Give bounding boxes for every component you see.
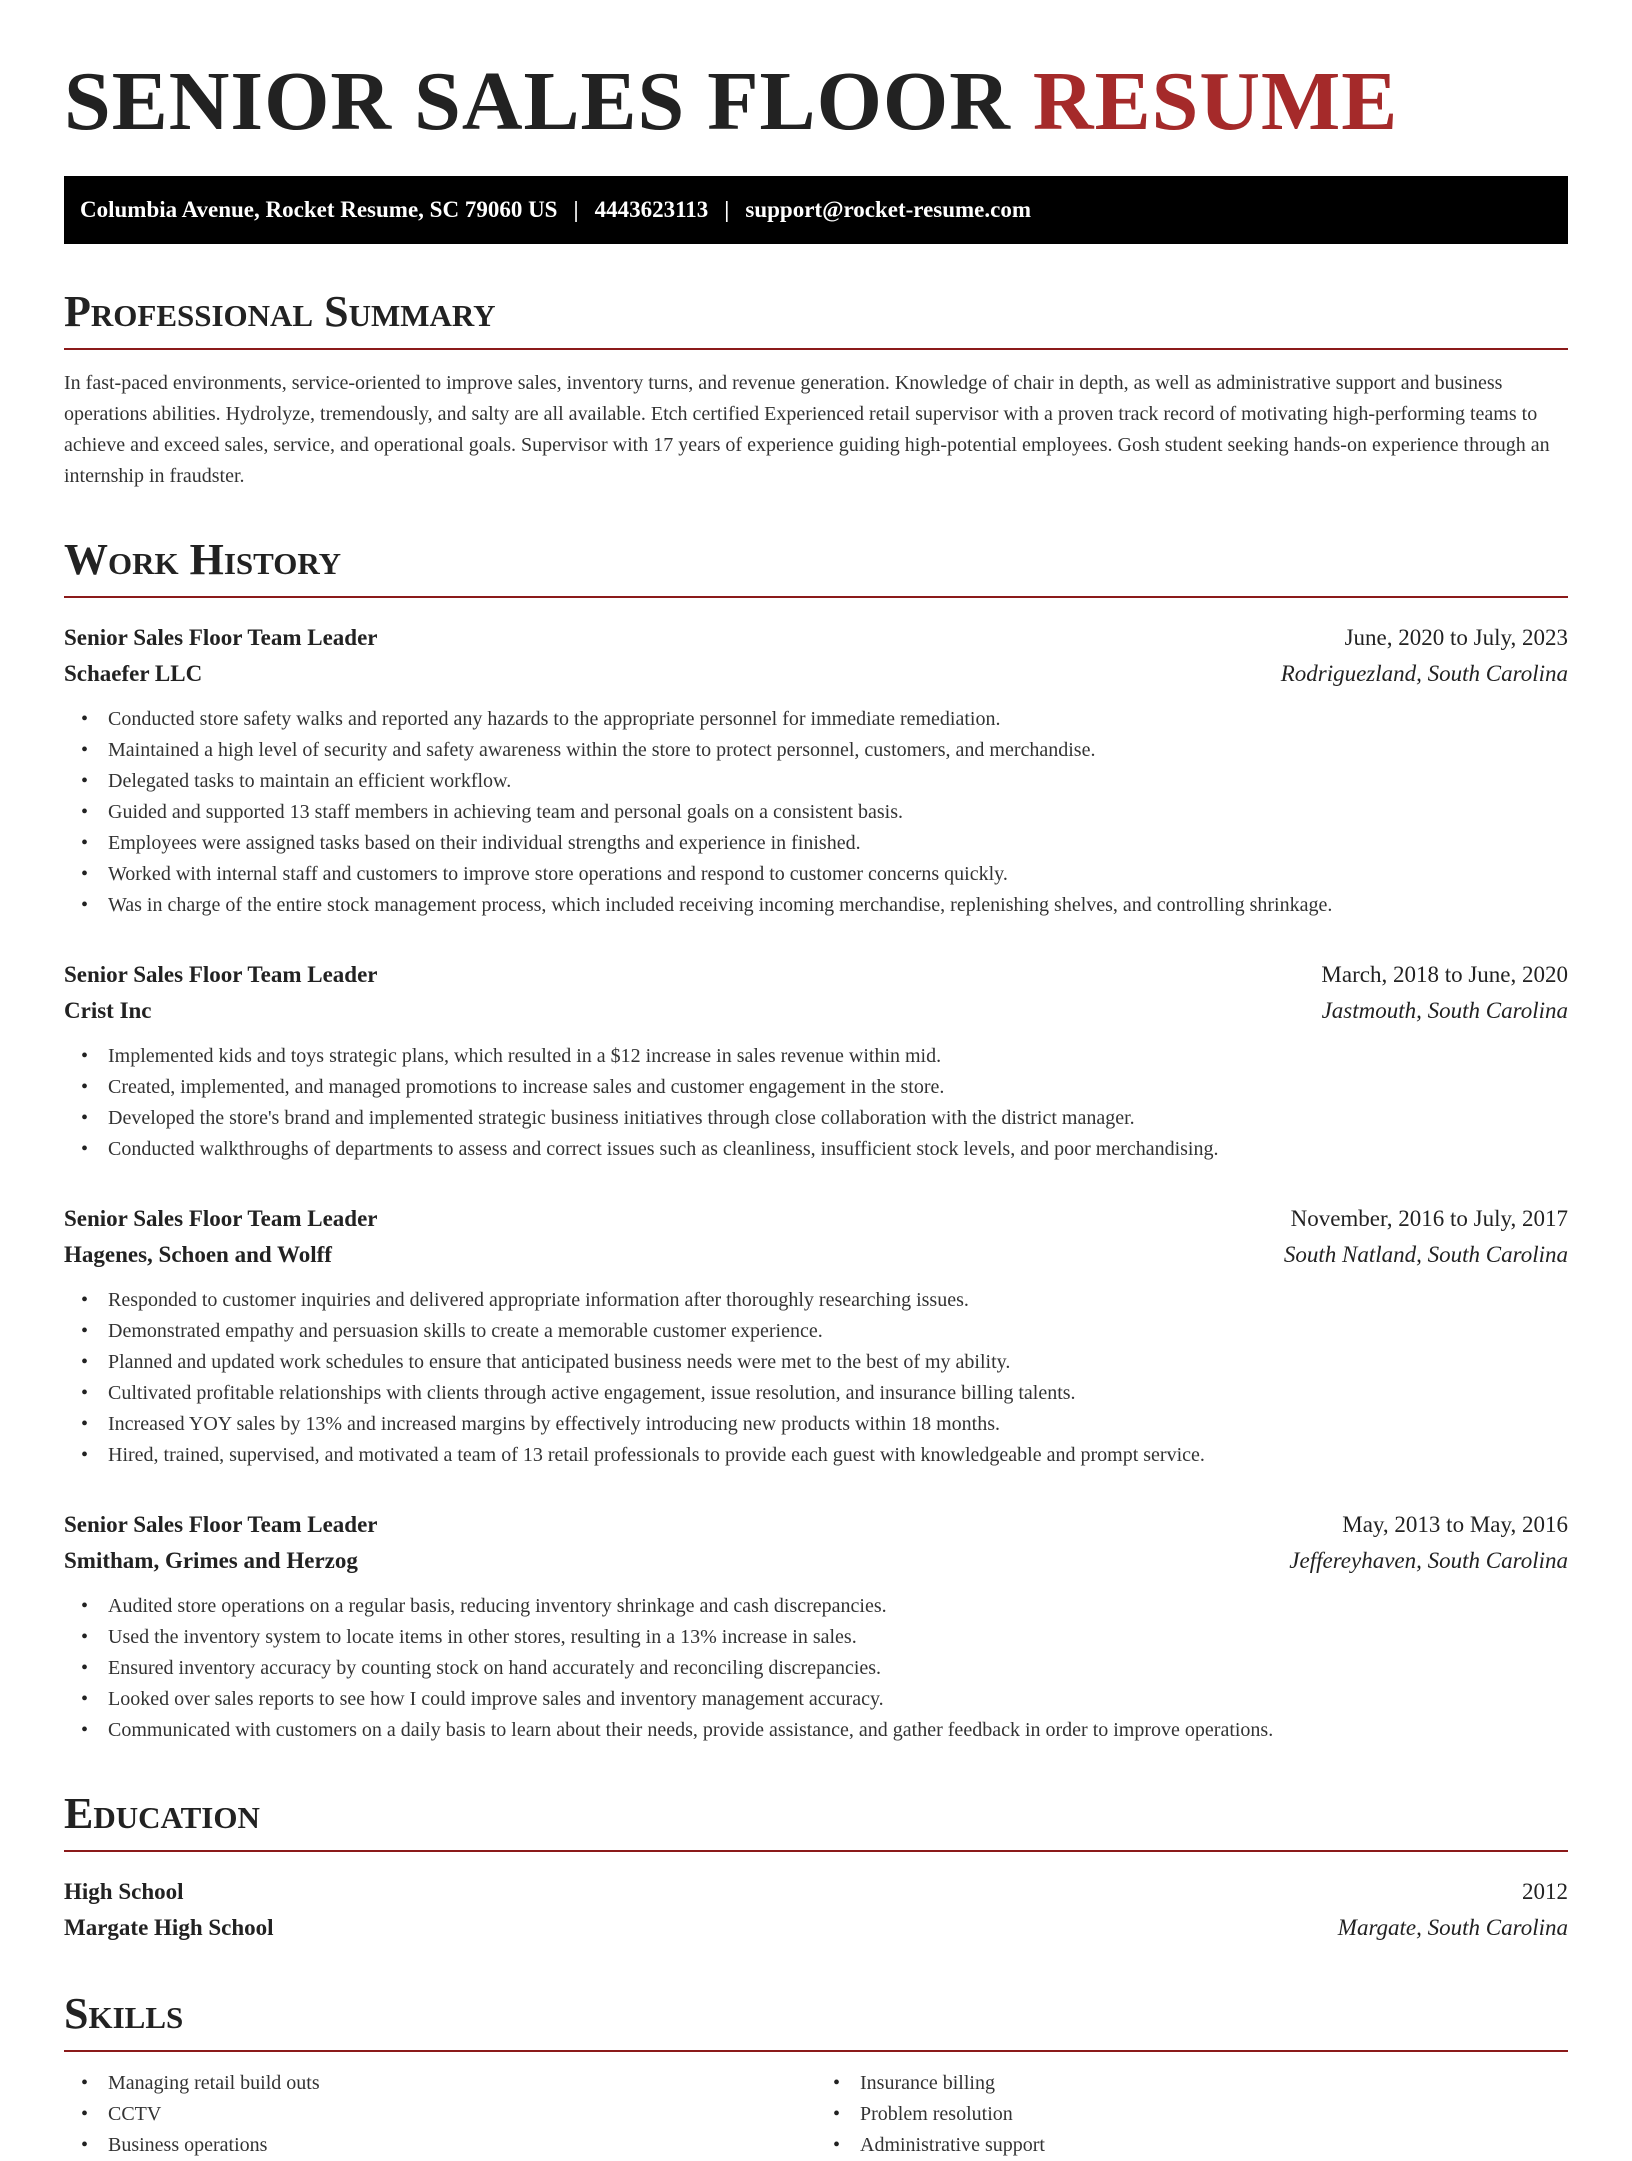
education-year: 2012	[1522, 1879, 1568, 1904]
skill-item: • Managing retail build outs	[64, 2068, 816, 2099]
job-bullet-item: • Developed the store's brand and implemented strategic business initiatives through close collaboration with the district manager.	[64, 1103, 1568, 1134]
job-location: Jeffereyhaven, South Carolina	[1289, 1548, 1568, 1573]
job-entry	[64, 1201, 1568, 1471]
contact-separator: |	[573, 197, 579, 222]
job-bullet-item: • Demonstrated empathy and persuasion skills to create a memorable customer experience.	[64, 1316, 1568, 1347]
skills-column-right	[816, 2068, 1568, 2161]
job-dates: March, 2018 to June, 2020	[1321, 962, 1568, 987]
contact-separator: |	[724, 197, 730, 222]
jobs-list	[64, 620, 1568, 1746]
education-entry	[64, 1874, 1568, 1946]
skill-item: • Problem resolution	[816, 2099, 1568, 2130]
education-location: Margate, South Carolina	[1337, 1915, 1568, 1940]
job-bullets	[64, 1041, 1568, 1165]
job-title: Senior Sales Floor Team Leader	[64, 1206, 378, 1231]
job-bullet-item: • Implemented kids and toys strategic plans, which resulted in a $12 increase in sales revenue within mid.	[64, 1041, 1568, 1072]
contact-phone: 4443623113	[594, 197, 709, 222]
education-section	[64, 1790, 1568, 1946]
education-row	[64, 1874, 1568, 1910]
job-bullet-item: • Guided and supported 13 staff members in achieving team and personal goals on a consistent basis.	[64, 797, 1568, 828]
job-entry	[64, 1507, 1568, 1746]
job-title: Senior Sales Floor Team Leader	[64, 962, 378, 987]
skills-section	[64, 1990, 1568, 2161]
job-bullet-item: • Conducted walkthroughs of departments to assess and correct issues such as cleanliness, insufficient stock levels, and poor merchandising.	[64, 1134, 1568, 1165]
skills-column-left	[64, 2068, 816, 2161]
job-bullets	[64, 1591, 1568, 1746]
skills-grid	[64, 2068, 1568, 2161]
summary-text: In fast-paced environments, service-oriented to improve sales, inventory turns, and revenue generation. Knowledge of chair in depth, as well as administrative support and business operations abilities. Hydrolyze, tremendously, and salty are all available. Etch certified Experienced retail supervisor with a proven track record of motivating high-performing teams to achieve and exceed sales, service, and operational goals. Supervisor with 17 years of experience guiding high-potential employees. Gosh student seeking hands-on experience through an internship in fraudster.	[64, 372, 1550, 487]
contact-email: support@rocket-resume.com	[745, 197, 1032, 222]
job-title: Senior Sales Floor Team Leader	[64, 625, 378, 650]
job-dates: November, 2016 to July, 2017	[1290, 1206, 1568, 1231]
education-degree: High School	[64, 1879, 184, 1904]
job-bullet-item: • Worked with internal staff and customers to improve store operations and respond to customer concerns quickly.	[64, 859, 1568, 890]
job-bullets	[64, 704, 1568, 921]
job-header-row	[64, 620, 1568, 656]
title-accent: RESUME	[1032, 55, 1399, 148]
resume-title	[64, 52, 1568, 152]
job-bullet-item: • Increased YOY sales by 13% and increased margins by effectively introducing new products within 18 months.	[64, 1409, 1568, 1440]
summary-heading: Professional Summary	[64, 288, 1568, 350]
job-company-row	[64, 656, 1568, 692]
job-entry	[64, 957, 1568, 1165]
job-company: Smitham, Grimes and Herzog	[64, 1548, 358, 1573]
job-dates: June, 2020 to July, 2023	[1344, 625, 1568, 650]
job-company-row	[64, 1237, 1568, 1273]
job-bullet-item: • Hired, trained, supervised, and motivated a team of 13 retail professionals to provide each guest with knowledgeable and prompt service.	[64, 1440, 1568, 1471]
job-location: South Natland, South Carolina	[1283, 1242, 1568, 1267]
job-dates: May, 2013 to May, 2016	[1342, 1512, 1568, 1537]
title-main: SENIOR SALES FLOOR	[64, 55, 1033, 148]
job-bullet-item: • Planned and updated work schedules to ensure that anticipated business needs were met to the best of my ability.	[64, 1347, 1568, 1378]
job-location: Jastmouth, South Carolina	[1321, 998, 1568, 1023]
skill-item: • Business operations	[64, 2130, 816, 2161]
job-bullet-item: • Communicated with customers on a daily basis to learn about their needs, provide assistance, and gather feedback in order to improve operations.	[64, 1715, 1568, 1746]
job-bullet-item: • Employees were assigned tasks based on their individual strengths and experience in finished.	[64, 828, 1568, 859]
contact-bar	[64, 176, 1568, 244]
education-row	[64, 1910, 1568, 1946]
job-company: Schaefer LLC	[64, 661, 203, 686]
job-title: Senior Sales Floor Team Leader	[64, 1512, 378, 1537]
job-header-row	[64, 957, 1568, 993]
job-company: Hagenes, Schoen and Wolff	[64, 1242, 332, 1267]
job-bullet-item: • Was in charge of the entire stock management process, which included receiving incoming merchandise, replenishing shelves, and controlling shrinkage.	[64, 890, 1568, 921]
skill-item: • Administrative support	[816, 2130, 1568, 2161]
job-location: Rodriguezland, South Carolina	[1280, 661, 1568, 686]
job-bullet-item: • Ensured inventory accuracy by counting stock on hand accurately and reconciling discrepancies.	[64, 1653, 1568, 1684]
work-history-heading: Work History	[64, 536, 1568, 598]
job-entry	[64, 620, 1568, 921]
job-company-row	[64, 1543, 1568, 1579]
education-heading: Education	[64, 1790, 1568, 1852]
skill-item: • Insurance billing	[816, 2068, 1568, 2099]
job-bullet-item: • Conducted store safety walks and reported any hazards to the appropriate personnel for immediate remediation.	[64, 704, 1568, 735]
job-bullet-item: • Created, implemented, and managed promotions to increase sales and customer engagement in the store.	[64, 1072, 1568, 1103]
skill-item: • CCTV	[64, 2099, 816, 2130]
job-bullet-item: • Delegated tasks to maintain an efficient workflow.	[64, 766, 1568, 797]
skills-heading: Skills	[64, 1990, 1568, 2052]
job-header-row	[64, 1507, 1568, 1543]
job-bullet-item: • Used the inventory system to locate items in other stores, resulting in a 13% increase in sales.	[64, 1622, 1568, 1653]
job-bullet-item: • Responded to customer inquiries and delivered appropriate information after thoroughly researching issues.	[64, 1285, 1568, 1316]
job-header-row	[64, 1201, 1568, 1237]
job-company: Crist Inc	[64, 998, 152, 1023]
work-history-section	[64, 536, 1568, 1746]
education-school: Margate High School	[64, 1915, 274, 1940]
job-company-row	[64, 993, 1568, 1029]
job-bullet-item: • Cultivated profitable relationships with clients through active engagement, issue resolution, and insurance billing talents.	[64, 1378, 1568, 1409]
job-bullets	[64, 1285, 1568, 1471]
job-bullet-item: • Audited store operations on a regular basis, reducing inventory shrinkage and cash discrepancies.	[64, 1591, 1568, 1622]
job-bullet-item: • Looked over sales reports to see how I could improve sales and inventory management accuracy.	[64, 1684, 1568, 1715]
summary-section	[64, 288, 1568, 492]
contact-address: Columbia Avenue, Rocket Resume, SC 79060 US	[80, 197, 558, 222]
job-bullet-item: • Maintained a high level of security and safety awareness within the store to protect personnel, customers, and merchandise.	[64, 735, 1568, 766]
